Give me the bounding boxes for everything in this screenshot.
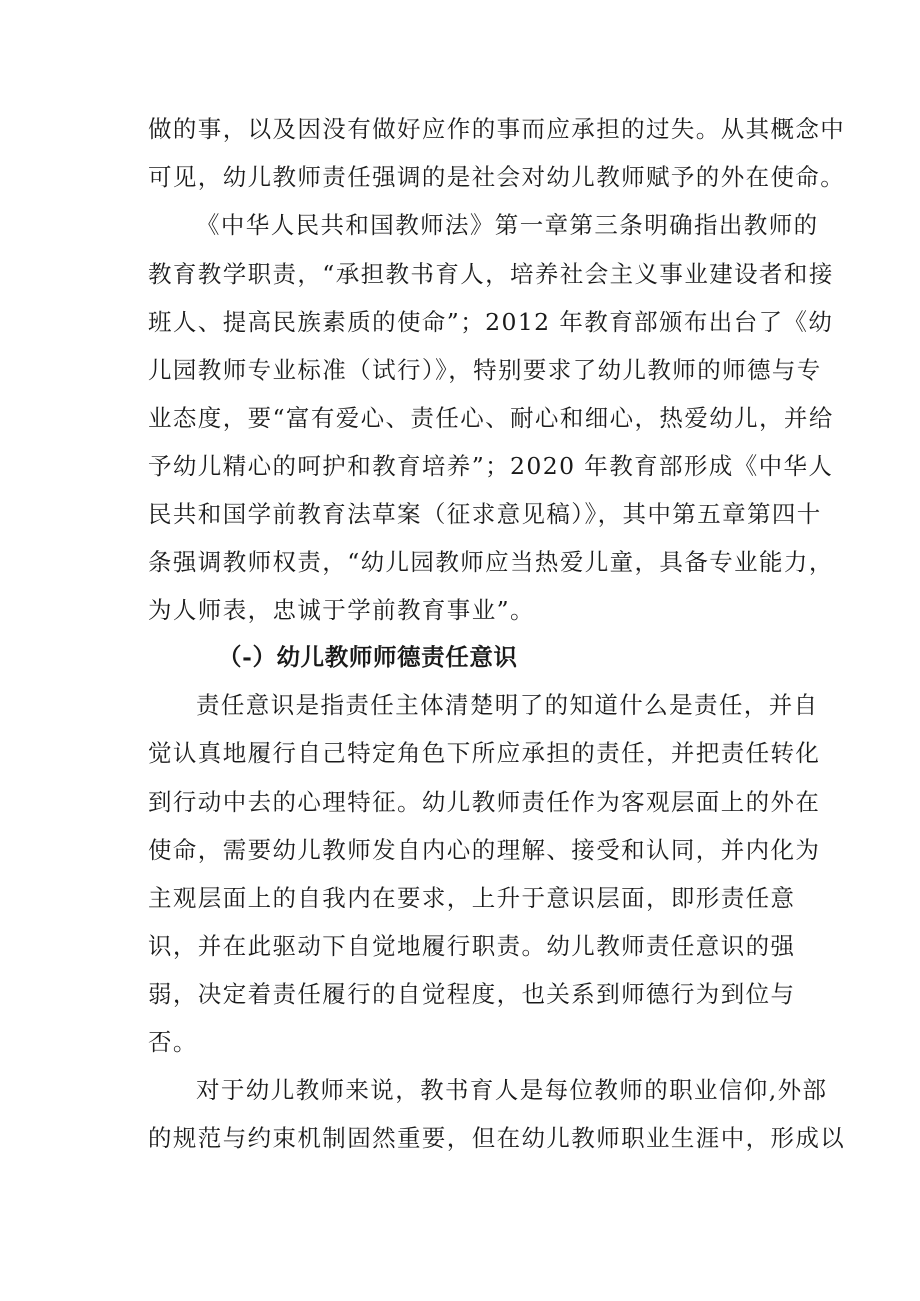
body-text-line: 主观层面上的自我内在要求，上升于意识层面，即形责任意 — [148, 884, 796, 912]
paragraph-first-line: 对于幼儿教师来说，教书育人是每位教师的职业信仰,外部 — [196, 1076, 828, 1104]
body-text-line: 可见，幼儿教师责任强调的是社会对幼儿教师赋予的外在使命。 — [148, 163, 846, 191]
body-text-line: 觉认真地履行自己特定角色下所应承担的责任，并把责任转化 — [148, 739, 821, 767]
section-heading: （-）幼儿教师师德责任意识 — [218, 643, 518, 671]
body-text-line: 弱，决定着责任履行的自觉程度，也关系到师德行为到位与 — [148, 980, 796, 1008]
body-text-line: 业态度，要“富有爱心、责任心、耐心和细心，热爱幼儿，并给 — [148, 404, 834, 432]
paragraph-first-line: 责任意识是指责任主体清楚明了的知道什么是责任，并自 — [196, 691, 819, 719]
body-text-line: 的规范与约束机制固然重要，但在幼儿教师职业生涯中，形成以 — [148, 1124, 846, 1152]
body-text-line: 予幼儿精心的呵护和教育培养”；2020 年教育部形成《中华人 — [148, 452, 834, 480]
body-text-line: 儿园教师专业标准（试行）》，特别要求了幼儿教师的师德与专 — [148, 356, 822, 384]
body-text-line: 班人、提高民族素质的使命”；2012 年教育部颁布出台了《幼 — [148, 308, 834, 336]
body-text-line: 识，并在此驱动下自觉地履行职责。幼儿教师责任意识的强 — [148, 932, 796, 960]
body-text-line: 教育教学职责，“承担教书育人，培养社会主义事业建设者和接 — [148, 260, 834, 288]
body-text-line: 民共和国学前教育法草案（征求意见稿）》，其中第五章第四十 — [148, 500, 822, 528]
body-text-line: 到行动中去的心理特征。幼儿教师责任作为客观层面上的外在 — [148, 788, 821, 816]
paragraph-first-line: 《中华人民共和国教师法》第一章第三条明确指出教师的 — [196, 211, 819, 239]
body-text-line: 使命，需要幼儿教师发自内心的理解、接受和认同，并内化为 — [148, 836, 821, 864]
body-text-line: 否。 — [148, 1028, 198, 1056]
body-text-line: 条强调教师权责，“幼儿园教师应当热爱儿童，具备专业能力， — [148, 548, 834, 576]
body-text-line: 做的事，以及因没有做好应作的事而应承担的过失。从其概念中 — [148, 115, 846, 143]
body-text-line: 为人师表，忠诚于学前教育事业”。 — [148, 596, 535, 624]
